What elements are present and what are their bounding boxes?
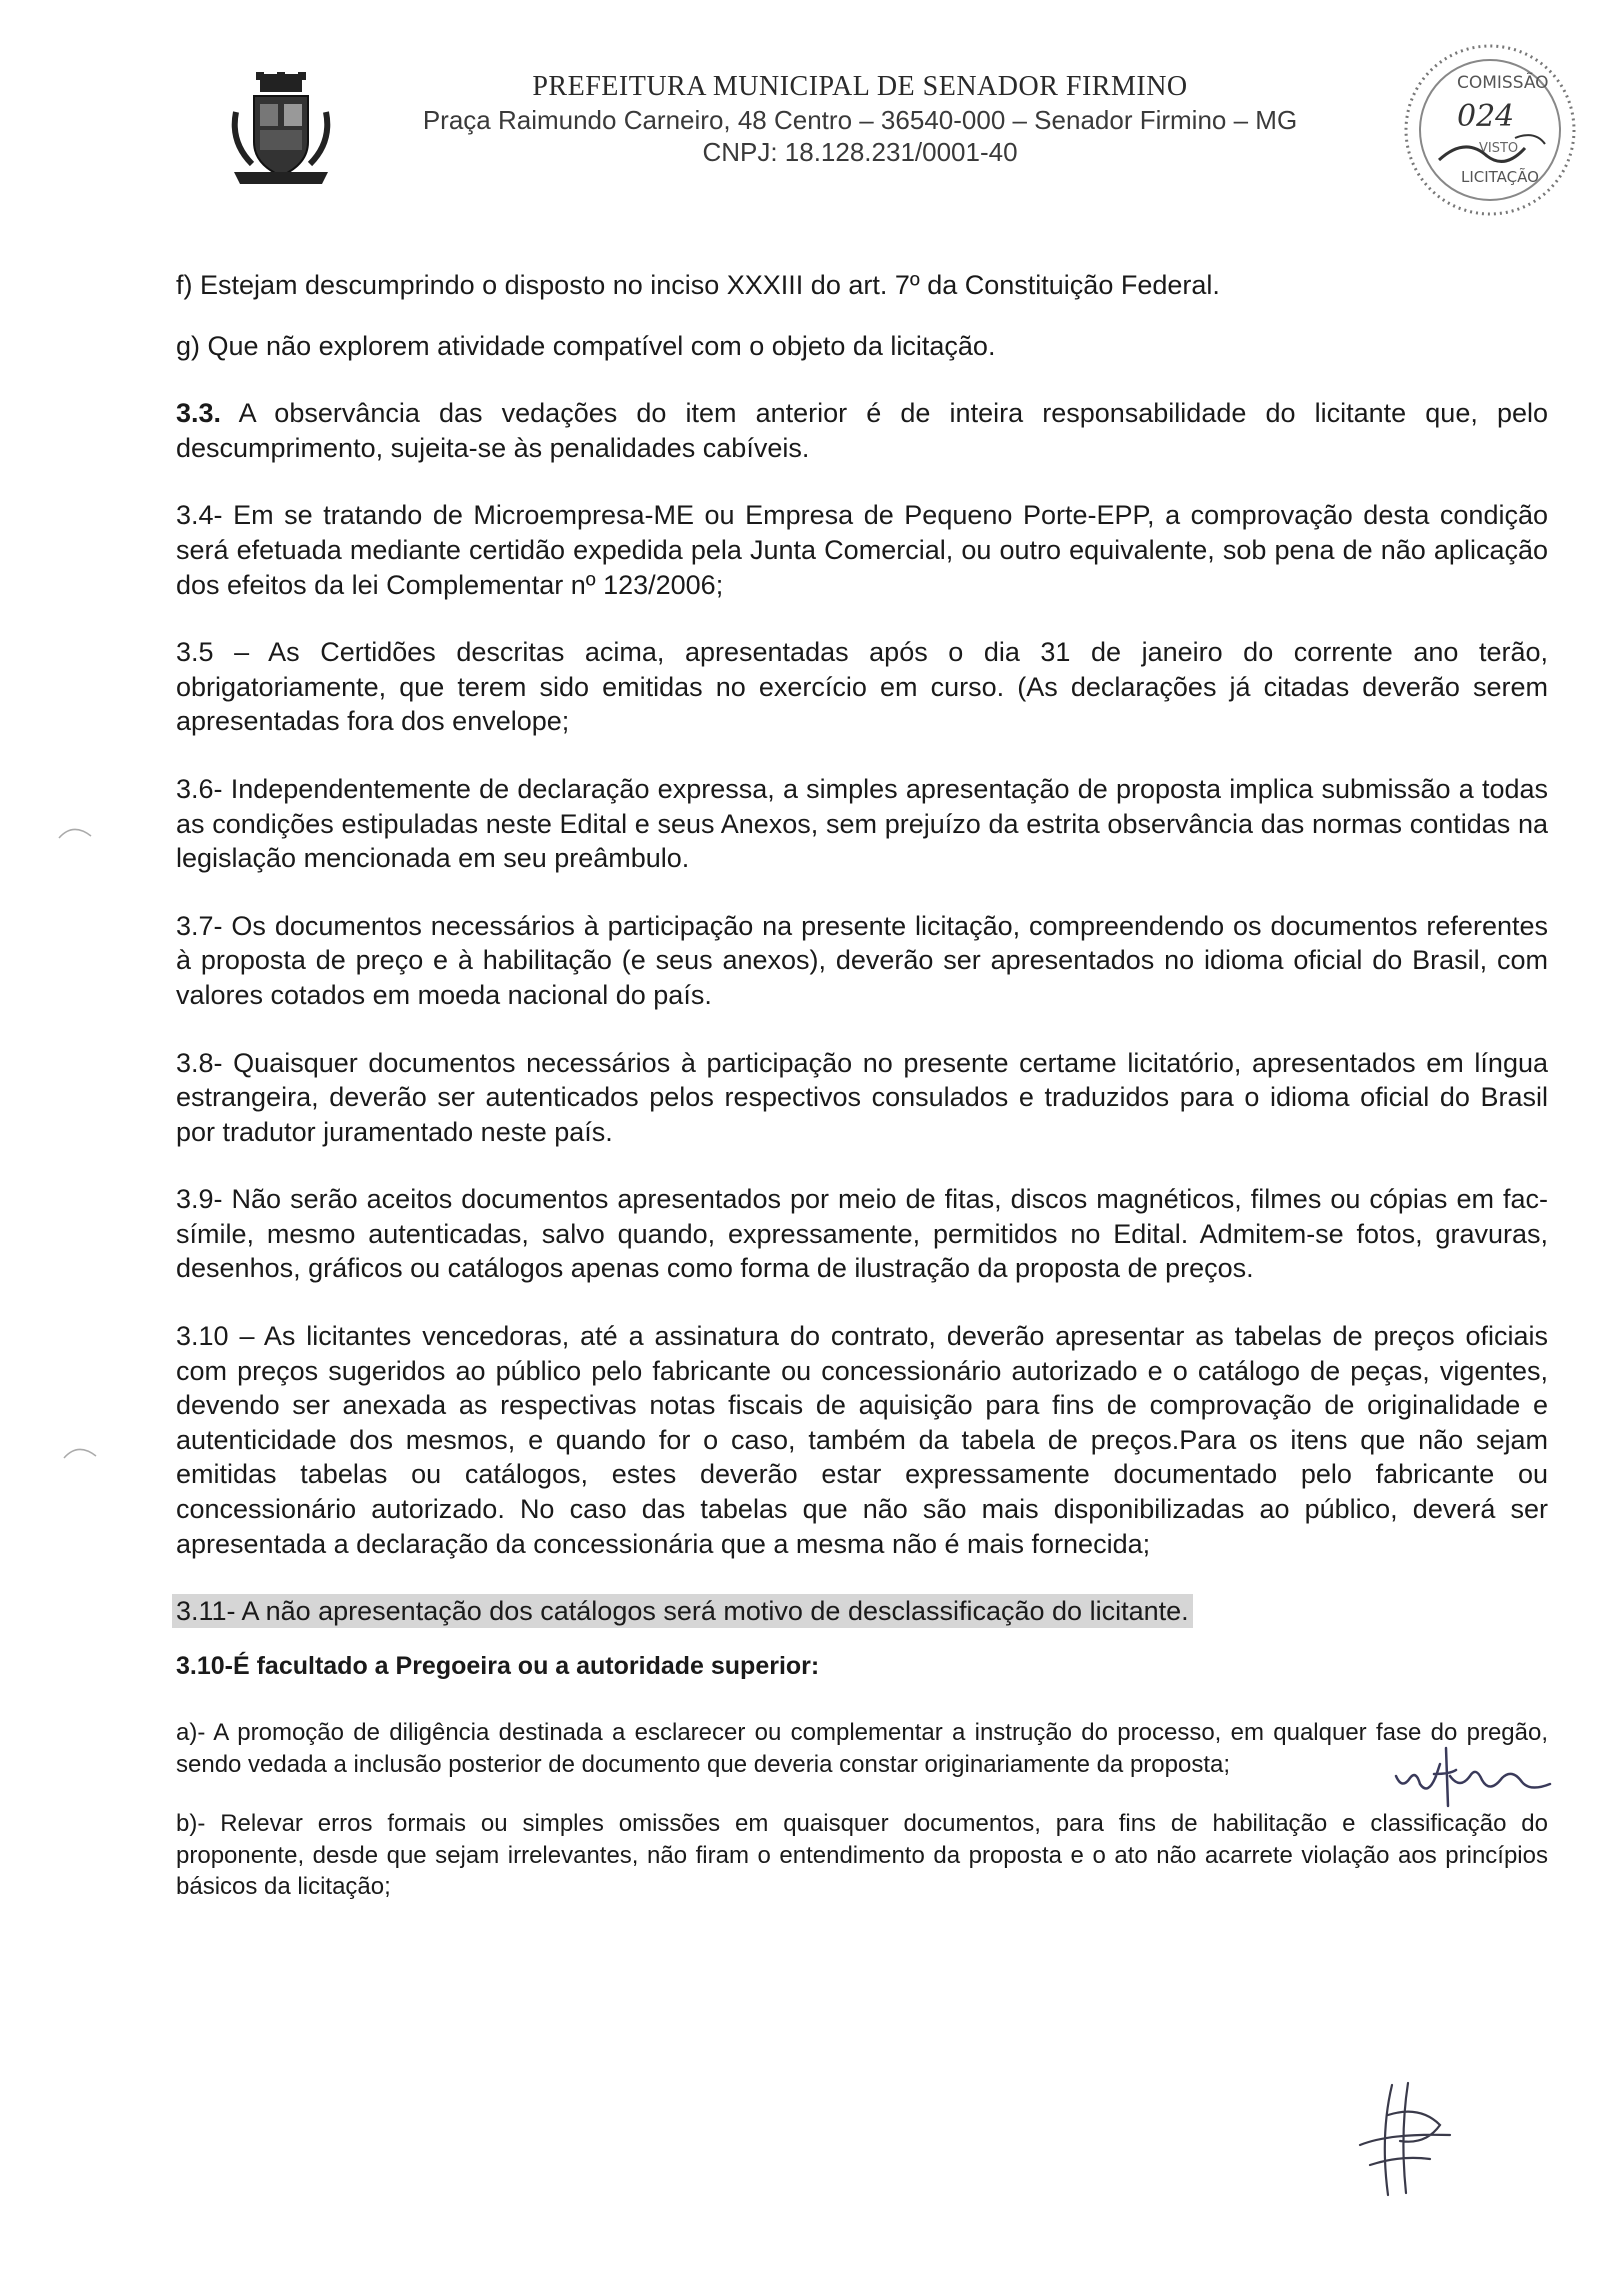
clause-3-5: 3.5 – As Certidões descritas acima, apresentadas após o dia 31 de janeiro do corrente ano terão, obrigatoriamente, que terem sido emitidas no exercício em curso. (As declarações já citadas deverão serem apresentadas fora dos envelope; [176,637,1548,737]
clause-3-8: 3.8- Quaisquer documentos necessários à participação no presente certame licitatório, apresentados em língua estrangeira, deverão ser autenticados pelos respectivos consulados e traduzidos para o idioma oficial do Brasil por tradutor juramentado neste país. [176,1047,1548,1147]
header-text [360,70,1360,168]
stamp-top-text: COMISSÃO [1457,73,1549,93]
clause-3-10: 3.10 – As licitantes vencedoras, até a assinatura do contrato, deverão apresentar as tabelas de preços oficiais com preços sugeridos ao público pelo fabricante ou concessionário autorizado e o catálogo de peças, vigentes, devendo ser anexada as respectivas notas fiscais de aquisição para fins de comprovação de originalidade e autenticidade dos mesmos, e quando for o caso, também da tabela de preços.Para os itens que não sejam emitidas tabelas ou catálogos, estes deverão estar expressamente documentado pelo fabricante ou concessionário autorizado. No caso das tabelas que não são mais disponibilizadas ao público, deverá ser apresentada a declaração da concessionária que a mesma não é mais fornecida; [176,1321,1548,1559]
clause-3-6: 3.6- Independentemente de declaração expressa, a simples apresentação de proposta implica submissão a todas as condições estipuladas neste Edital e seus Anexos, sem prejuízo da estrita observância das normas contidas na legislação mencionada em seu preâmbulo. [176,773,1548,874]
stamp-label: VISTO [1479,141,1519,156]
address-line: Praça Raimundo Carneiro, 48 Centro – 36540-000 – Senador Firmino – MG [422,105,1298,135]
clause-3-11-highlight: 3.11- A não apresentação dos catálogos será motivo de desclassificação do licitante. [172,1594,1193,1628]
cnpj-line: CNPJ: 18.128.231/0001-40 [702,137,1018,167]
margin-mark [55,820,95,844]
clause-3-3-number: 3.3. [176,398,222,429]
clause-3-3 [176,396,1548,465]
document-body [176,268,1548,1931]
clause-b: b)- Relevar erros formais ou simples omissões em quaisquer documentos, para fins de habilitação e classificação do proponente, desde que sejam irrelevantes, não firam o entendimento da proposta e o ato não acarrete violação aos princípios básicos da licitação; [176,1810,1548,1901]
signature-icon [1330,2075,1480,2205]
clause-3-9: 3.9- Não serão aceitos documentos apresentados por meio de fitas, discos magnéticos, filmes ou cópias em fac-símile, mesmo autenticadas, salvo quando, expressamente, permitidos no Edital. Admitem-se fotos, gravuras, desenhos, gráficos ou catálogos apenas como forma de ilustração da proposta de preços. [176,1184,1548,1284]
clause-3-7: 3.7- Os documentos necessários à participação na presente licitação, compreendendo os documentos referentes à proposta de preço e à habilitação (e seus anexos), deverão ser apresentados no idioma oficial do Brasil, com valores cotados em moeda nacional do país. [176,910,1548,1010]
clause-3-11 [176,1594,1548,1629]
section-subheading: 3.10-É facultado a Pregoeira ou a autoridade superior: [176,1651,820,1680]
clause-3-4: 3.4- Em se tratando de Microempresa-ME ou Empresa de Pequeno Porte-EPP, a comprovação desta condição será efetuada mediante certidão expedida pela Junta Comercial, ou outro equivalente, sob pena de não aplicação dos efeitos da lei Complementar nº 123/2006; [176,500,1548,600]
initials-signature-icon [1390,1740,1560,1810]
coat-of-arms-icon [226,72,336,190]
commission-stamp [1395,40,1585,220]
stamp-number: 024 [1457,99,1515,134]
clause-g: g) Que não explorem atividade compatível com o objeto da licitação. [176,330,996,361]
stamp-bottom-text: LICITAÇÃO [1461,168,1539,186]
clause-a: a)- A promoção de diligência destinada a esclarecer ou complementar a instrução do processo, em qualquer fase do pregão, sendo vedada a inclusão posterior de documento que deveria constar originariamente da proposta; [176,1719,1548,1778]
clause-3-3-text: A observância das vedações do item anterior é de inteira responsabilidade do licitante que, pelo descumprimento, sujeita-se às penalidades cabíveis. [176,398,1548,463]
municipality-title: PREFEITURA MUNICIPAL DE SENADOR FIRMINO [532,71,1188,102]
clause-f: f) Estejam descumprindo o disposto no inciso XXXIII do art. 7º da Constituição Federal. [176,270,1220,300]
margin-mark [60,1440,100,1464]
letterhead [0,0,1600,220]
